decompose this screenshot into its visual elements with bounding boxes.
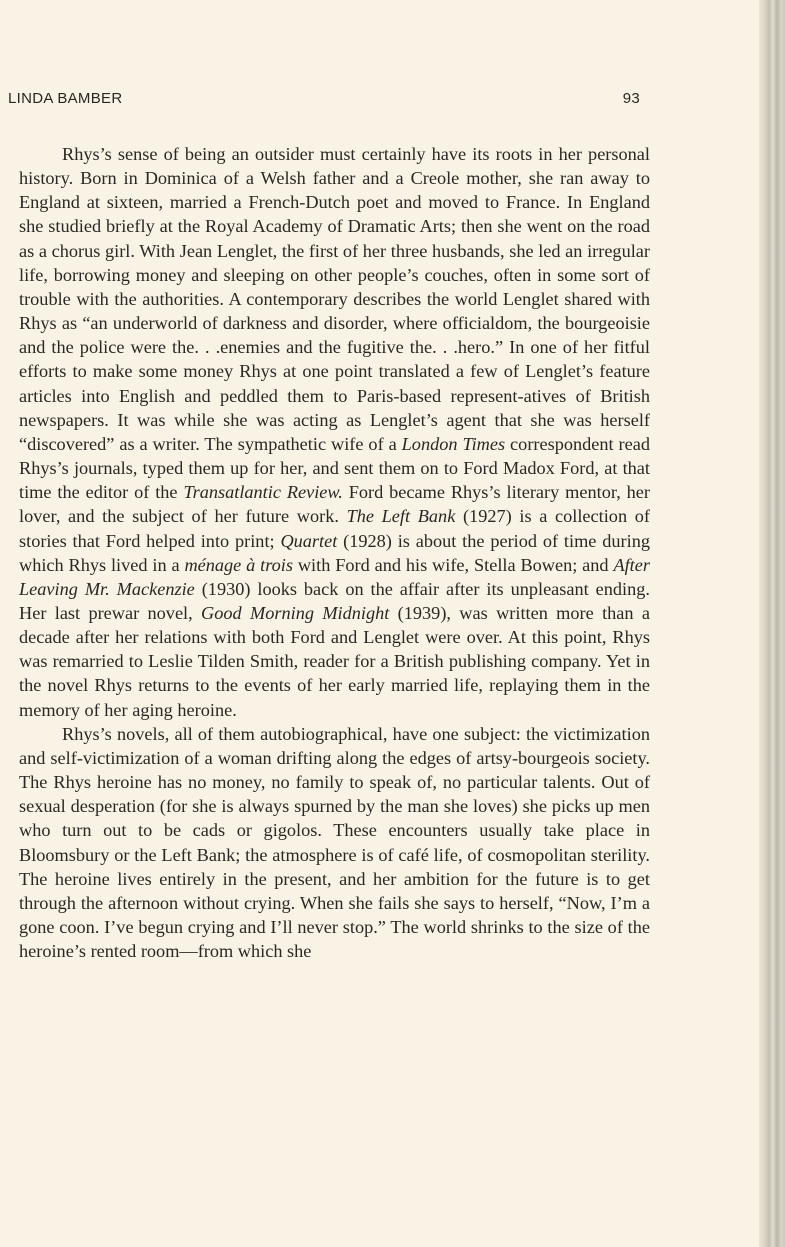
text-run: with Ford and his wife, Stella Bowen; and — [293, 554, 614, 575]
body-text — [19, 142, 650, 963]
italic-title: Transatlantic Review. — [183, 482, 343, 503]
text-run: (1928) is about the period of time during which Rhys lived in a — [19, 530, 650, 575]
text-run: (1930) looks back on the affair after its unpleasant ending. Her last prewar novel, — [19, 578, 650, 623]
text-run: correspondent read Rhys’s journals, typed them up for her, and sent them on to Ford Madox Ford, at that time the editor of the — [19, 433, 651, 503]
text-run: Rhys’s novels, all of them autobiographical, have one subject: the victimization and self-victimization of a woman drifting along the edges of artsy-bourgeois society. The Rhys heroine has no money, no family to speak of, no particular talents. Out of sexual desperation (for she is always spurned by the man she loves) she picks up men who turn out to be cads or gigolos. These encounters usually take place in Bloomsbury or the Left Bank; the atmosphere is of café life, of cosmopolitan sterility. The heroine lives entirely in the present, and her ambition for the future is to get through the afternoon without crying. When she fails she says to herself, “Now, I’m a gone coon. I’ve begun crying and I’ll never stop.” The world shrinks to the size of the heroine’s rented room—from which she — [19, 723, 650, 962]
page-number: 93 — [622, 90, 640, 107]
paragraph — [19, 142, 650, 722]
italic-title: ménage à trois — [184, 554, 293, 575]
text-run: Ford became Rhys’s literary mentor, her lover, and the subject of her future work. — [19, 482, 650, 527]
text-run: (1927) is a collection of stories that Ford helped into print; — [19, 506, 650, 551]
italic-title: The Left Bank — [346, 506, 456, 527]
book-spine-edge — [759, 0, 785, 1247]
italic-title: London Times — [401, 433, 506, 454]
running-head: LINDA BAMBER — [8, 90, 123, 107]
italic-title: Good Morning Midnight — [201, 602, 390, 623]
paragraph — [19, 722, 650, 964]
italic-title: After Leaving Mr. Mackenzie — [19, 554, 650, 599]
text-run: (1939), was written more than a decade after her relations with both Ford and Lenglet were over. At this point, Rhys was remarried to Leslie Tilden Smith, reader for a British publishing company. Yet in the novel Rhys returns to the events of her early married life, replaying them in the memory of her aging heroine. — [19, 602, 650, 720]
italic-title: Quartet — [280, 530, 338, 551]
text-run: Rhys’s sense of being an outsider must certainly have its roots in her personal history. Born in Dominica of a Welsh father and a Creole mother, she ran away to England at sixteen, married a French-Dutch poet and moved to France. In England she studied briefly at the Royal Academy of Dramatic Arts; then she went on the road as a chorus girl. With Jean Lenglet, the first of her three husbands, she led an irregular life, borrowing money and sleeping on other people’s couches, often in some sort of trouble with the authorities. A contemporary describes the world Lenglet shared with Rhys as “an underworld of darkness and disorder, where officialdom, the bourgeoisie and the police were the. . .enemies and the fugitive the. . .hero.” In one of her fitful efforts to make some money Rhys at one point translated a few of Lenglet’s feature articles into English and peddled them to Paris-based represent-atives of British newspapers. It was while she was acting as Lenglet’s agent that she was herself “discovered” as a writer. The sympathetic wife of a — [19, 144, 650, 454]
page-header — [8, 90, 640, 110]
